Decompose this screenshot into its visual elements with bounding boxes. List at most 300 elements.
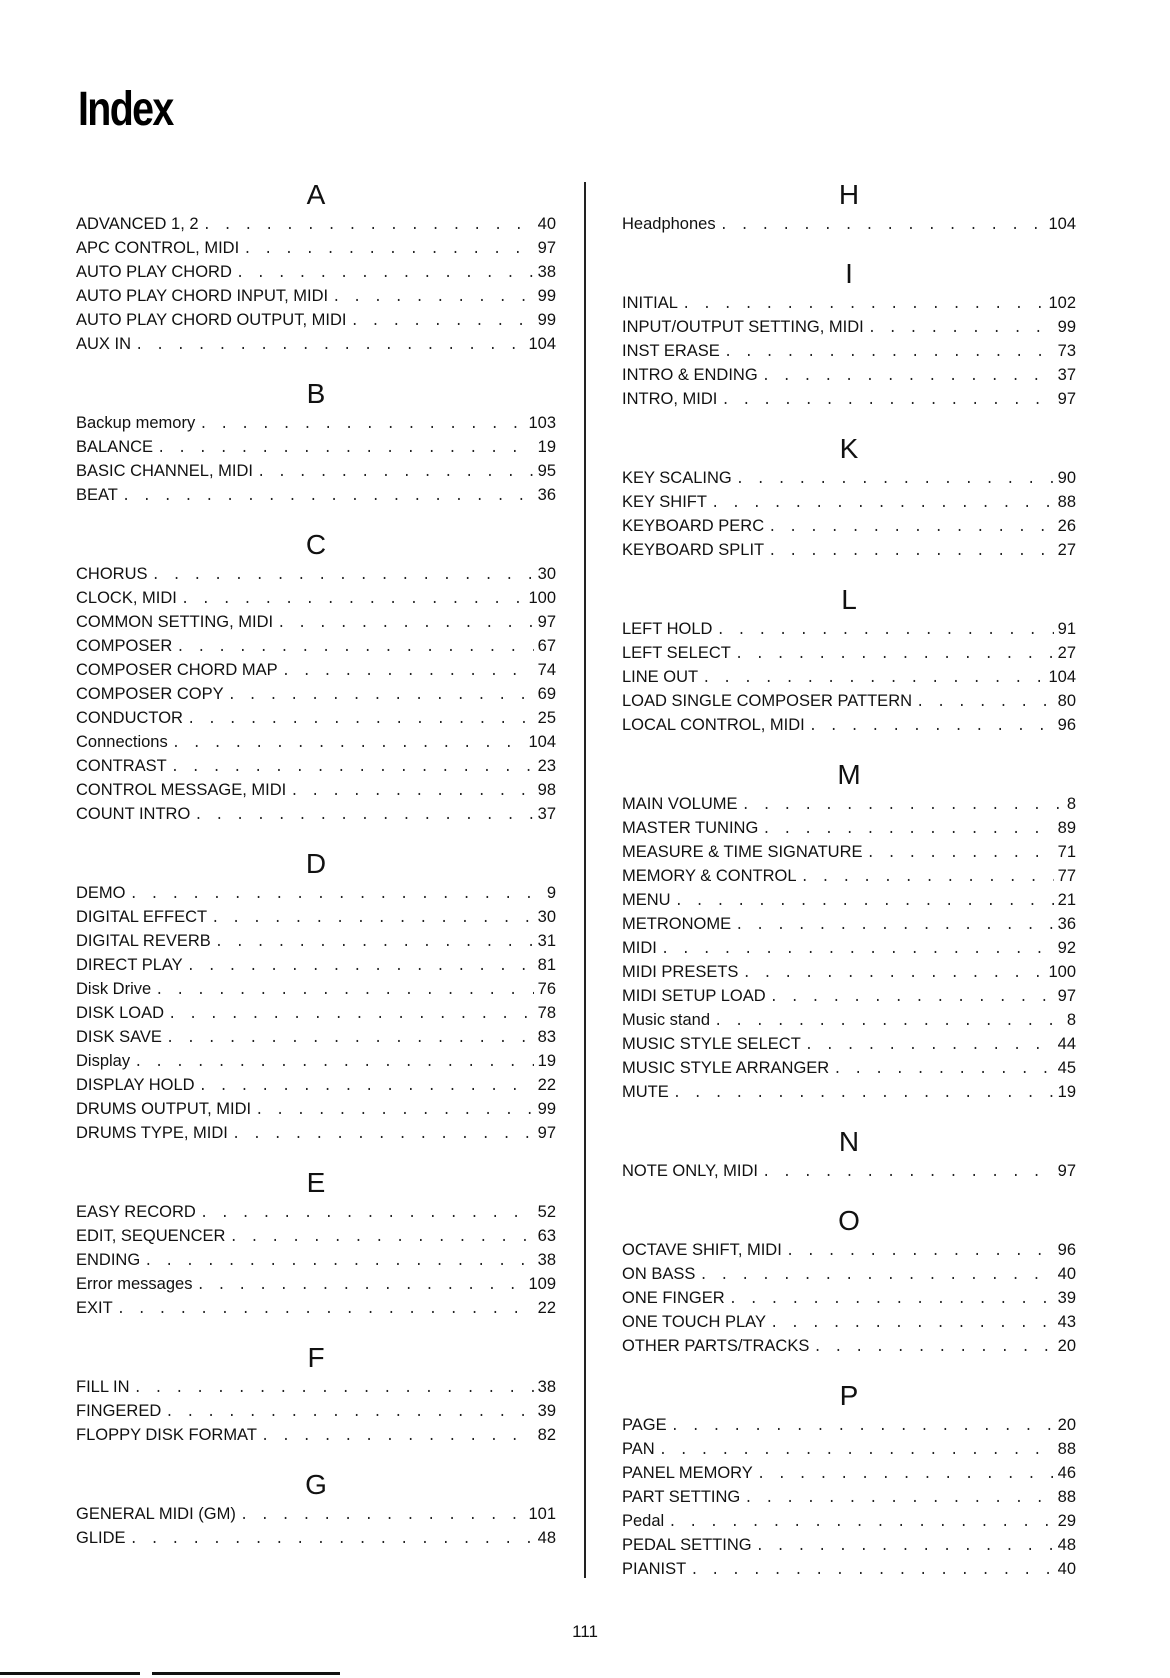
- entry-page: 99: [537, 287, 556, 305]
- entry-term: COMPOSER COPY: [76, 685, 224, 703]
- entry-page: 30: [537, 565, 556, 583]
- index-entry: [622, 617, 1076, 641]
- index-entry: [76, 778, 556, 802]
- section-letter: M: [837, 759, 861, 790]
- index-entry: [622, 1286, 1076, 1310]
- entry-page: 76: [537, 980, 556, 998]
- entry-page: 29: [1057, 1512, 1076, 1530]
- entry-page: 100: [528, 589, 556, 607]
- dot-leader: [786, 1240, 1054, 1264]
- entry-term: PEDAL SETTING: [622, 1536, 752, 1554]
- dot-leader: [157, 437, 534, 461]
- index-entry: [76, 1073, 556, 1097]
- entry-page: 48: [1057, 1536, 1076, 1554]
- dot-leader: [735, 643, 1054, 667]
- dot-leader: [243, 238, 533, 262]
- dot-leader: [135, 334, 524, 358]
- dot-leader: [916, 691, 1054, 715]
- entry-term: EASY RECORD: [76, 1203, 196, 1221]
- entry-term: DISPLAY HOLD: [76, 1076, 195, 1094]
- entry-page: 23: [537, 757, 556, 775]
- index-entry: [76, 1526, 556, 1550]
- entry-term: COMPOSER: [76, 637, 173, 655]
- entry-term: AUTO PLAY CHORD OUTPUT, MIDI: [76, 311, 347, 329]
- section-letter: C: [305, 529, 327, 560]
- entry-page: 73: [1057, 342, 1076, 360]
- entry-page: 9: [546, 884, 556, 902]
- entry-term: COMPOSER CHORD MAP: [76, 661, 278, 679]
- entry-term: ENDING: [76, 1251, 141, 1269]
- dot-leader: [199, 1075, 534, 1099]
- dot-leader: [215, 931, 534, 955]
- dot-leader: [868, 317, 1054, 341]
- dot-leader: [673, 1082, 1054, 1106]
- index-entry: [76, 1399, 556, 1423]
- entry-term: KEY SHIFT: [622, 493, 707, 511]
- entry-page: 36: [537, 486, 556, 504]
- index-entry: [76, 1001, 556, 1025]
- section-letter: E: [306, 1167, 326, 1198]
- dot-leader: [134, 1051, 534, 1075]
- entry-term: CONTROL MESSAGE, MIDI: [76, 781, 287, 799]
- index-section-f: [76, 1338, 556, 1447]
- index-entry: [76, 284, 556, 308]
- dot-leader: [716, 619, 1053, 643]
- entry-term: AUTO PLAY CHORD: [76, 263, 232, 281]
- dot-leader: [813, 1336, 1053, 1360]
- index-entry: [76, 881, 556, 905]
- entry-page: 22: [537, 1076, 556, 1094]
- dot-leader: [203, 214, 534, 238]
- index-entry: [622, 490, 1076, 514]
- entry-page: 74: [537, 661, 556, 679]
- entry-term: FINGERED: [76, 1402, 162, 1420]
- index-entry: [622, 840, 1076, 864]
- index-section-o: [622, 1201, 1076, 1358]
- section-letter: B: [306, 378, 326, 409]
- entry-term: ONE TOUCH PLAY: [622, 1313, 766, 1331]
- index-section-n: [622, 1122, 1076, 1183]
- index-entry: [622, 1262, 1076, 1286]
- dot-leader: [702, 667, 1044, 691]
- entry-term: PAGE: [622, 1416, 667, 1434]
- entry-term: GLIDE: [76, 1529, 126, 1547]
- dot-leader: [756, 1535, 1054, 1559]
- index-entry: [622, 538, 1076, 562]
- entry-term: MUTE: [622, 1083, 669, 1101]
- entry-page: 99: [537, 1100, 556, 1118]
- dot-leader: [744, 1487, 1053, 1511]
- entry-page: 31: [537, 932, 556, 950]
- entry-page: 30: [537, 908, 556, 926]
- dot-leader: [187, 708, 534, 732]
- index-entry: [622, 1437, 1076, 1461]
- dot-leader: [166, 1027, 534, 1051]
- entry-term: DRUMS TYPE, MIDI: [76, 1124, 228, 1142]
- entry-page: 36: [1057, 915, 1076, 933]
- section-letter: I: [845, 258, 853, 289]
- entry-term: PIANIST: [622, 1560, 687, 1578]
- entry-page: 104: [1048, 215, 1076, 233]
- index-entry: [76, 730, 556, 754]
- index-entry: [76, 1423, 556, 1447]
- index-section-h: [622, 175, 1076, 236]
- dot-leader: [350, 310, 533, 334]
- entry-page: 45: [1057, 1059, 1076, 1077]
- index-entry: [76, 260, 556, 284]
- entry-page: 20: [1057, 1416, 1076, 1434]
- entry-page: 104: [528, 335, 556, 353]
- section-gap: [622, 1183, 1076, 1201]
- entry-page: 109: [528, 1275, 556, 1293]
- entry-page: 89: [1057, 819, 1076, 837]
- dot-leader: [232, 1123, 534, 1147]
- dot-leader: [152, 564, 534, 588]
- index-entry: [76, 1200, 556, 1224]
- dot-leader: [720, 214, 1045, 238]
- dot-leader: [240, 1504, 525, 1528]
- entry-term: GENERAL MIDI (GM): [76, 1505, 236, 1523]
- entry-page: 77: [1057, 867, 1076, 885]
- dot-leader: [168, 1003, 534, 1027]
- entry-page: 88: [1057, 1440, 1076, 1458]
- index-column-right: [622, 175, 1076, 1581]
- section-gap: [76, 1145, 556, 1163]
- dot-leader: [682, 293, 1045, 317]
- entry-term: OTHER PARTS/TRACKS: [622, 1337, 810, 1355]
- dot-leader: [144, 1250, 533, 1274]
- index-entry: [76, 435, 556, 459]
- index-entry: [76, 905, 556, 929]
- dot-leader: [200, 1202, 534, 1226]
- section-gap: [76, 1320, 556, 1338]
- dot-leader: [332, 286, 534, 310]
- entry-term: Display: [76, 1052, 131, 1070]
- entry-term: INTRO & ENDING: [622, 366, 758, 384]
- index-entry: [76, 1296, 556, 1320]
- entry-term: Error messages: [76, 1275, 193, 1293]
- section-gap: [622, 411, 1076, 429]
- index-section-a: [76, 175, 556, 356]
- entry-page: 43: [1057, 1313, 1076, 1331]
- index-entry: [622, 1485, 1076, 1509]
- entry-page: 96: [1057, 716, 1076, 734]
- entry-term: BALANCE: [76, 438, 154, 456]
- index-entry: [76, 562, 556, 586]
- entry-page: 38: [537, 1378, 556, 1396]
- entry-page: 8: [1066, 795, 1076, 813]
- dot-leader: [768, 516, 1054, 540]
- dot-leader: [770, 986, 1054, 1010]
- entry-page: 103: [528, 414, 556, 432]
- entry-term: LEFT SELECT: [622, 644, 731, 662]
- section-letter: F: [307, 1342, 325, 1373]
- dot-leader: [735, 914, 1054, 938]
- entry-term: Headphones: [622, 215, 716, 233]
- entry-page: 37: [537, 805, 556, 823]
- entry-page: 8: [1066, 1011, 1076, 1029]
- entry-term: INST ERASE: [622, 342, 720, 360]
- entry-page: 95: [537, 462, 556, 480]
- section-gap: [622, 1358, 1076, 1376]
- entry-term: AUX IN: [76, 335, 132, 353]
- entry-page: 81: [537, 956, 556, 974]
- dot-leader: [762, 818, 1053, 842]
- entry-page: 97: [1057, 390, 1076, 408]
- dot-leader: [801, 866, 1054, 890]
- section-gap: [76, 356, 556, 374]
- entry-term: COUNT INTRO: [76, 805, 191, 823]
- dot-leader: [742, 962, 1044, 986]
- dot-leader: [130, 1528, 534, 1552]
- index-section-c: [76, 525, 556, 826]
- entry-term: LINE OUT: [622, 668, 699, 686]
- entry-page: 102: [1048, 294, 1076, 312]
- index-entry: [76, 586, 556, 610]
- dot-leader: [117, 1298, 534, 1322]
- entry-page: 27: [1057, 644, 1076, 662]
- dot-leader: [196, 1274, 524, 1298]
- entry-term: LEFT HOLD: [622, 620, 713, 638]
- index-entry: [76, 658, 556, 682]
- index-entry: [76, 802, 556, 826]
- section-gap: [622, 737, 1076, 755]
- dot-leader: [134, 1377, 534, 1401]
- index-entry: [76, 236, 556, 260]
- dot-leader: [122, 485, 534, 509]
- dot-leader: [770, 1312, 1054, 1336]
- index-entry: [622, 363, 1076, 387]
- dot-leader: [668, 1511, 1053, 1535]
- entry-page: 63: [537, 1227, 556, 1245]
- index-entry: [622, 1080, 1076, 1104]
- entry-page: 91: [1057, 620, 1076, 638]
- entry-term: ADVANCED 1, 2: [76, 215, 199, 233]
- dot-leader: [671, 1415, 1054, 1439]
- entry-page: 97: [1057, 1162, 1076, 1180]
- index-entry: [76, 706, 556, 730]
- dot-leader: [809, 715, 1054, 739]
- entry-term: MEASURE & TIME SIGNATURE: [622, 843, 863, 861]
- entry-term: BASIC CHANNEL, MIDI: [76, 462, 253, 480]
- bottom-rule-left: [0, 1672, 140, 1675]
- index-entry: [76, 308, 556, 332]
- entry-page: 92: [1057, 939, 1076, 957]
- entry-term: OCTAVE SHIFT, MIDI: [622, 1241, 782, 1259]
- entry-term: LOCAL CONTROL, MIDI: [622, 716, 805, 734]
- dot-leader: [282, 660, 534, 684]
- index-entry: [622, 1310, 1076, 1334]
- entry-page: 100: [1048, 963, 1076, 981]
- index-section-e: [76, 1163, 556, 1320]
- entry-page: 19: [537, 438, 556, 456]
- index-entry: [76, 1272, 556, 1296]
- section-gap: [76, 826, 556, 844]
- index-entry: [622, 1032, 1076, 1056]
- dot-leader: [768, 540, 1054, 564]
- entry-page: 104: [528, 733, 556, 751]
- entry-term: CHORUS: [76, 565, 148, 583]
- entry-page: 26: [1057, 517, 1076, 535]
- dot-leader: [229, 1226, 533, 1250]
- dot-leader: [181, 588, 525, 612]
- entry-page: 22: [537, 1299, 556, 1317]
- entry-page: 46: [1057, 1464, 1076, 1482]
- entry-term: INITIAL: [622, 294, 678, 312]
- index-entry: [76, 1049, 556, 1073]
- index-entry: [622, 339, 1076, 363]
- dot-leader: [867, 842, 1054, 866]
- section-gap: [622, 562, 1076, 580]
- entry-term: INTRO, MIDI: [622, 390, 718, 408]
- dot-leader: [699, 1264, 1053, 1288]
- entry-term: EXIT: [76, 1299, 113, 1317]
- entry-term: ON BASS: [622, 1265, 696, 1283]
- entry-term: Music stand: [622, 1011, 711, 1029]
- entry-term: DIGITAL REVERB: [76, 932, 211, 950]
- index-entry: [622, 792, 1076, 816]
- index-section-i: [622, 254, 1076, 411]
- entry-page: 44: [1057, 1035, 1076, 1053]
- entry-page: 67: [537, 637, 556, 655]
- entry-term: KEYBOARD PERC: [622, 517, 765, 535]
- section-letter: G: [305, 1469, 327, 1500]
- dot-leader: [762, 1161, 1054, 1185]
- entry-term: MIDI PRESETS: [622, 963, 739, 981]
- entry-term: DIGITAL EFFECT: [76, 908, 208, 926]
- entry-page: 96: [1057, 1241, 1076, 1259]
- entry-term: ONE FINGER: [622, 1289, 725, 1307]
- entry-term: FILL IN: [76, 1378, 130, 1396]
- dot-leader: [171, 756, 534, 780]
- section-letter: A: [306, 179, 326, 210]
- entry-page: 37: [1057, 366, 1076, 384]
- entry-term: DIRECT PLAY: [76, 956, 183, 974]
- index-entry: [76, 459, 556, 483]
- dot-leader: [805, 1034, 1054, 1058]
- dot-leader: [729, 1288, 1054, 1312]
- section-letter: P: [839, 1380, 859, 1411]
- section-letter: H: [838, 179, 860, 210]
- dot-leader: [711, 492, 1054, 516]
- entry-term: COMMON SETTING, MIDI: [76, 613, 274, 631]
- index-entry: [622, 665, 1076, 689]
- index-section-k: [622, 429, 1076, 562]
- entry-term: Connections: [76, 733, 168, 751]
- dot-leader: [176, 636, 533, 660]
- index-entry: [76, 754, 556, 778]
- dot-leader: [661, 938, 1054, 962]
- entry-term: PART SETTING: [622, 1488, 741, 1506]
- index-entry: [622, 1413, 1076, 1437]
- entry-page: 20: [1057, 1337, 1076, 1355]
- index-entry: [622, 387, 1076, 411]
- index-entry: [76, 212, 556, 236]
- index-entry: [622, 1509, 1076, 1533]
- index-entry: [76, 1025, 556, 1049]
- index-entry: [622, 1159, 1076, 1183]
- entry-page: 25: [537, 709, 556, 727]
- dot-leader: [155, 979, 533, 1003]
- entry-term: CONDUCTOR: [76, 709, 183, 727]
- index-entry: [76, 682, 556, 706]
- entry-term: Pedal: [622, 1512, 665, 1530]
- entry-term: MIDI SETUP LOAD: [622, 987, 766, 1005]
- entry-term: CONTRAST: [76, 757, 167, 775]
- entry-page: 83: [537, 1028, 556, 1046]
- entry-term: PAN: [622, 1440, 655, 1458]
- index-entry: [622, 1238, 1076, 1262]
- section-letter: O: [838, 1205, 860, 1236]
- index-entry: [622, 689, 1076, 713]
- entry-page: 90: [1057, 469, 1076, 487]
- index-entry: [622, 514, 1076, 538]
- index-section-p: [622, 1376, 1076, 1581]
- page-title: Index: [78, 83, 173, 136]
- section-gap: [76, 1447, 556, 1465]
- index-entry: [622, 864, 1076, 888]
- dot-leader: [742, 794, 1063, 818]
- index-section-b: [76, 374, 556, 507]
- bottom-rule-right: [152, 1672, 340, 1675]
- entry-term: AUTO PLAY CHORD INPUT, MIDI: [76, 287, 329, 305]
- dot-leader: [130, 883, 543, 907]
- section-letter: L: [841, 584, 857, 615]
- entry-page: 97: [537, 1124, 556, 1142]
- page-number: 111: [572, 1622, 598, 1641]
- index-entry: [76, 953, 556, 977]
- entry-term: MAIN VOLUME: [622, 795, 738, 813]
- entry-term: DISK LOAD: [76, 1004, 165, 1022]
- entry-page: 19: [1057, 1083, 1076, 1101]
- entry-page: 38: [537, 263, 556, 281]
- entry-term: MUSIC STYLE ARRANGER: [622, 1059, 830, 1077]
- dot-leader: [757, 1463, 1054, 1487]
- index-entry: [622, 315, 1076, 339]
- dot-leader: [762, 365, 1054, 389]
- index-entry: [622, 713, 1076, 737]
- dot-leader: [194, 804, 533, 828]
- index-entry: [76, 1502, 556, 1526]
- entry-term: DRUMS OUTPUT, MIDI: [76, 1100, 252, 1118]
- dot-leader: [257, 461, 534, 485]
- entry-page: 48: [537, 1529, 556, 1547]
- index-entry: [76, 977, 556, 1001]
- section-letter: K: [839, 433, 859, 464]
- entry-term: FLOPPY DISK FORMAT: [76, 1426, 257, 1444]
- index-entry: [622, 641, 1076, 665]
- dot-leader: [277, 612, 534, 636]
- column-divider: [584, 182, 586, 1578]
- dot-leader: [236, 262, 534, 286]
- index-section-d: [76, 844, 556, 1145]
- index-section-m: [622, 755, 1076, 1104]
- entry-page: 104: [1048, 668, 1076, 686]
- entry-term: MASTER TUNING: [622, 819, 759, 837]
- dot-leader: [255, 1099, 534, 1123]
- dot-leader: [724, 341, 1054, 365]
- index-column-left: [76, 175, 556, 1550]
- dot-leader: [290, 780, 533, 804]
- dot-leader: [659, 1439, 1054, 1463]
- index-entry: [622, 888, 1076, 912]
- dot-leader: [714, 1010, 1063, 1034]
- index-entry: [76, 411, 556, 435]
- dot-leader: [833, 1058, 1053, 1082]
- index-entry: [622, 1056, 1076, 1080]
- entry-page: 99: [1057, 318, 1076, 336]
- entry-term: Backup memory: [76, 414, 196, 432]
